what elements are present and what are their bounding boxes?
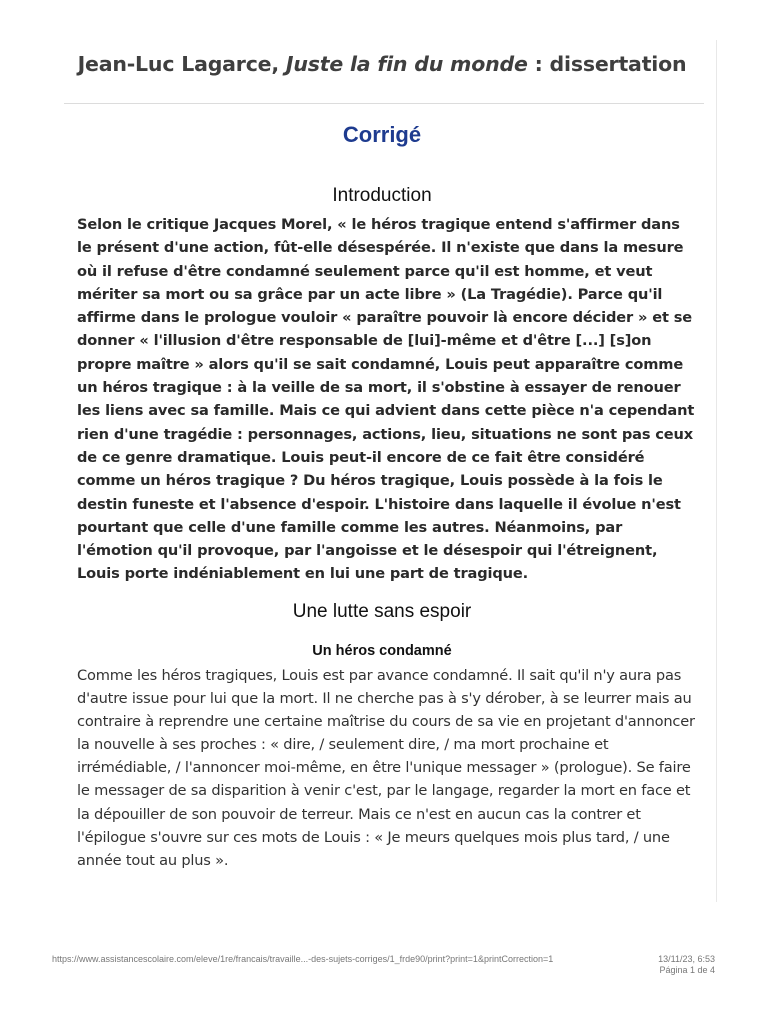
introduction-paragraph: Selon le critique Jacques Morel, « le héros tragique entend s'affirmer dans le présent d'une action, fût-elle désespérée. Il n'existe que dans la mesure où il refuse d'être condamné seulement parce qu'il est homme, et veut mériter sa mort ou sa grâce par un acte libre » (La Tragédie). Parce qu'il affirme dans le prologue vouloir « paraître pouvoir là encore décider » et se donner « l'illusion d'être responsable de [lui]-même et d'être [...] [s]on propre maître » alors qu'il se sait condamné, Louis peut apparaître comme un héros tragique : à la veille de sa mort, il s'obstine à essayer de renouer les liens avec sa famille. Mais ce qui advient dans cette pièce n'a cependant rien d'une tragédie : personnages, actions, lieu, situations ne sont pas ceux de ce genre dramatique. Louis peut-il encore de ce fait être considéré comme un héros tragique ? Du héros tragique, Louis possède à la fois le destin funeste et l'absence d'espoir. L'histoire dans laquelle il évolue n'est pourtant que celle d'une famille comme les autres. Néanmoins, par l'émotion qu'il provoque, par l'angoisse et le désespoir qui l'étreignent, Louis porte indéniablement en lui une part de tragique. [77, 216, 695, 583]
corrige-heading: Corrigé [342, 122, 422, 147]
part1-heading: Une lutte sans espoir [292, 601, 472, 622]
title-divider [64, 103, 704, 104]
title-work: Juste la fin du monde [285, 52, 528, 76]
print-footer-datetime: 13/11/23, 6:53 [658, 954, 715, 964]
subsection-heading: Un héros condamné [312, 643, 452, 659]
document-page [48, 40, 717, 902]
document-title [48, 52, 716, 76]
subsection-paragraph: Comme les héros tragiques, Louis est par avance condamné. Il sait qu'il n'y aura pas d'autre issue pour lui que la mort. Il ne cherche pas à s'y dérober, à se leurrer mais au contraire à reprendre une certaine maîtrise du cours de sa vie en projetant d'annoncer la nouvelle à ses proches : « dire, / seulement dire, / ma mort prochaine et irrémédiable, / l'annoncer moi-même, en être l'unique messager » (prologue). Se faire le messager de sa disparition à venir c'est, par le langage, regarder la mort en face et la dépouiller de son pouvoir de terreur. Mais ce n'est en aucun cas la contrer et l'épilogue s'ouvre sur ces mots de Louis : « Je meurs quelques mois plus tard, / une année tout au plus ». [77, 667, 695, 869]
title-author: Jean-Luc Lagarce, [77, 52, 286, 76]
print-footer-url: https://www.assistancescolaire.com/eleve/1re/francais/travaille...-des-sujets-corriges/1_frde90/print?print=1&printCorrection=1 [52, 954, 554, 964]
print-footer-page: Página 1 de 4 [659, 965, 715, 975]
print-footer-meta [658, 954, 715, 976]
introduction-heading: Introduction [332, 185, 432, 206]
title-suffix: : dissertation [527, 52, 687, 76]
